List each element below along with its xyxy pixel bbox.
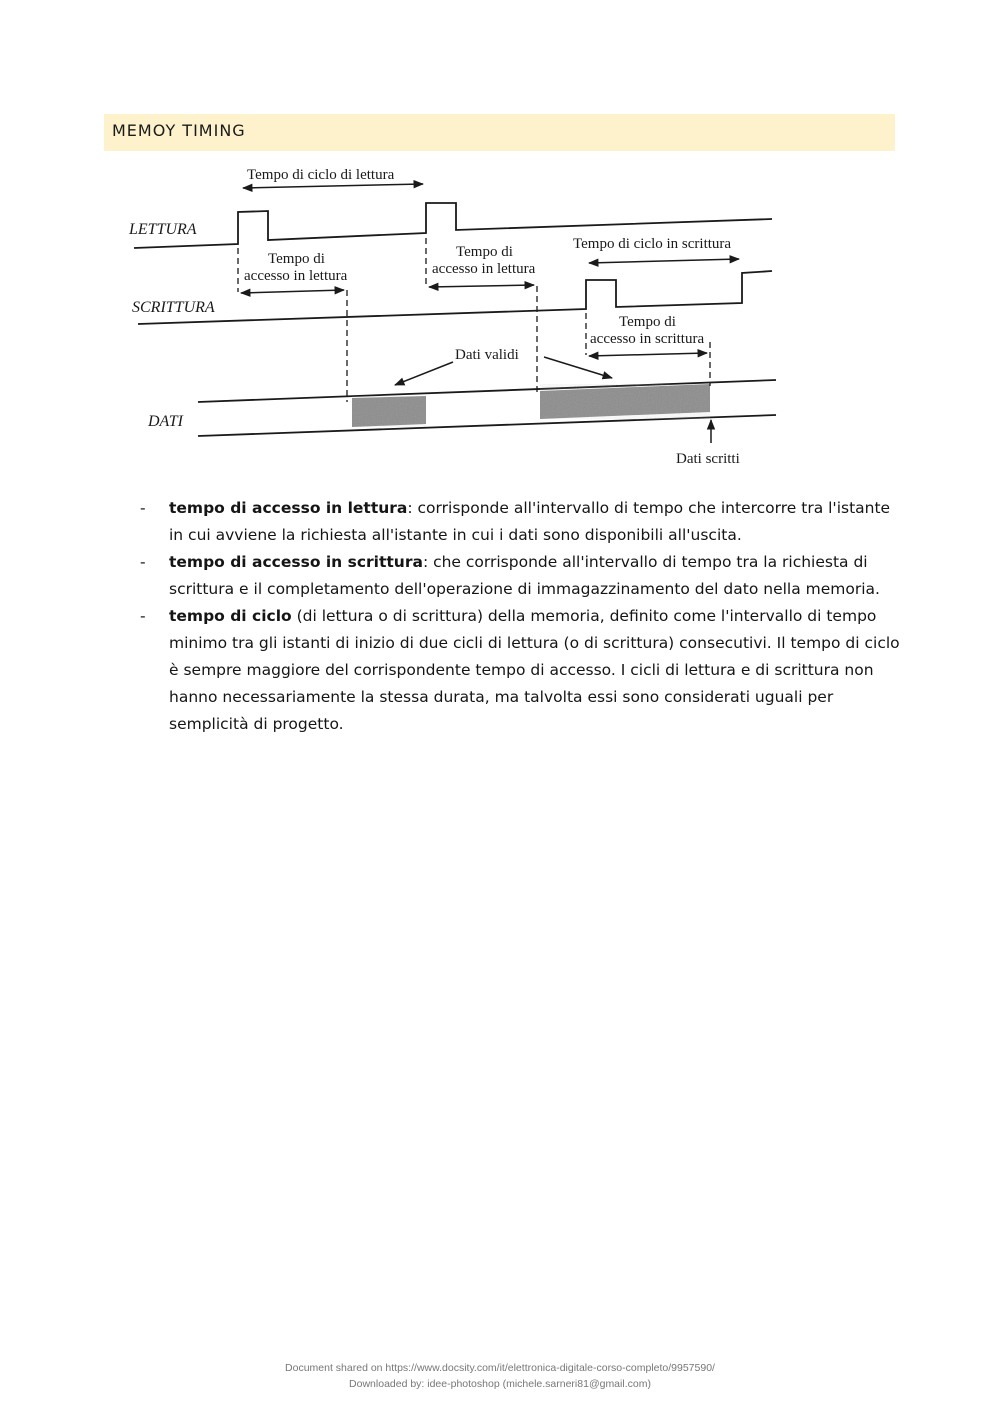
definitions-list: [140, 495, 900, 738]
read-access-2-label-line1: Tempo di: [456, 244, 513, 260]
definition-term: tempo di accesso in lettura: [169, 499, 408, 517]
signal-label-scrittura: SCRITTURA: [132, 299, 215, 316]
valid-data-label: Dati validi: [455, 347, 519, 363]
read-access-2-arrow: [429, 285, 534, 287]
valid-data-pointer-left: [395, 362, 453, 385]
definition-text: (di lettura o di scrittura) della memoria, definito come l'intervallo di tempo minimo tra gli istanti di inizio di due cicli di lettura (o di scrittura) consecutivi. Il tempo di ciclo è sempre maggiore del corrispondente tempo di accesso. I cicli di lettura e di scrittura non hanno necessariamente la stessa durata, ma talvolta essi sono considerati uguali per semplicità di progetto.: [169, 607, 900, 733]
bullet-marker: -: [140, 607, 146, 625]
valid-data-region-read: [352, 396, 426, 427]
bullet-marker: -: [140, 553, 146, 571]
read-cycle-label: Tempo di ciclo di lettura: [247, 167, 395, 183]
read-access-1-arrow: [241, 290, 344, 293]
read-cycle-arrow: [243, 184, 423, 188]
bullet-marker: -: [140, 499, 146, 517]
definition-term: tempo di accesso in scrittura: [169, 553, 423, 571]
memory-timing-diagram: [104, 150, 804, 480]
read-access-1-label-line1: Tempo di: [268, 251, 325, 267]
section-title: MEMOY TIMING: [104, 114, 895, 151]
signal-label-lettura: LETTURA: [129, 221, 197, 238]
write-access-arrow: [589, 353, 707, 356]
definition-text: : che corrisponde all'intervallo di tempo tra la richiesta di scrittura e il completamento dell'operazione di immagazzinamento del dato nella memoria.: [169, 553, 880, 598]
dati-bus-bottom: [198, 415, 776, 436]
valid-data-region-write: [540, 384, 710, 419]
definition-text: : corrisponde all'intervallo di tempo che intercorre tra l'istante in cui avviene la richiesta all'istante in cui i dati sono disponibili all'uscita.: [169, 499, 891, 544]
footer-downloaded-by: Downloaded by: idee-photoshop (michele.sarneri81@gmail.com): [349, 1378, 651, 1390]
list-item: [140, 603, 900, 738]
write-cycle-arrow: [589, 259, 739, 263]
read-access-2-label-line2: accesso in lettura: [432, 261, 536, 277]
read-access-1-label-line2: accesso in lettura: [244, 268, 348, 284]
scrittura-waveform: [138, 271, 772, 324]
valid-data-pointer-right: [544, 357, 612, 378]
signal-label-dati: DATI: [148, 413, 183, 430]
footer-shared-notice: Document shared on https://www.docsity.com/it/elettronica-digitale-corso-completo/9957590/: [285, 1362, 715, 1374]
list-item: [140, 495, 900, 549]
write-access-label-line2: accesso in scrittura: [590, 331, 705, 347]
write-cycle-label: Tempo di ciclo in scrittura: [573, 236, 732, 252]
list-item: [140, 549, 900, 603]
write-access-label-line1: Tempo di: [619, 314, 676, 330]
written-data-label: Dati scritti: [676, 451, 740, 467]
definition-term: tempo di ciclo: [169, 607, 292, 625]
